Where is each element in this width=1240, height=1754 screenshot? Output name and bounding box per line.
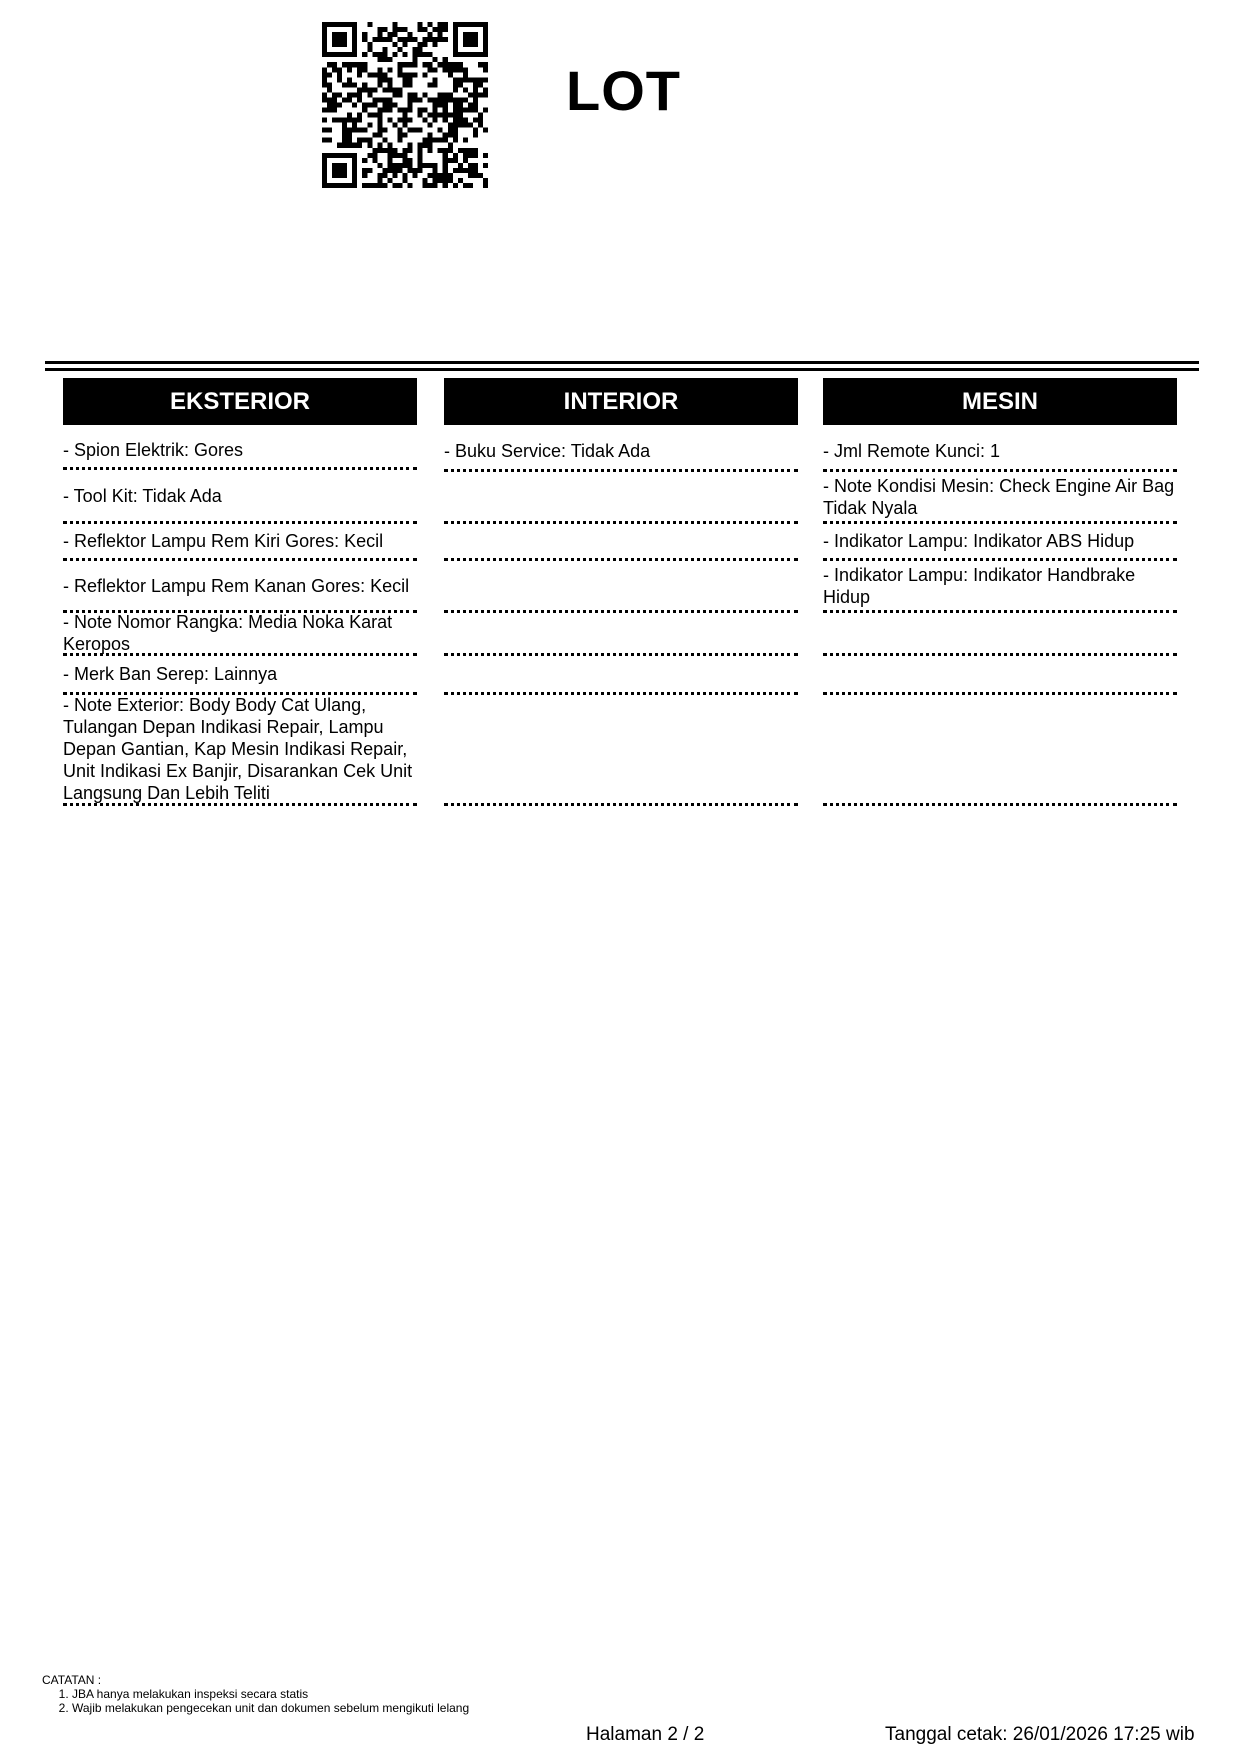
mesin-item: - Indikator Lampu: Indikator ABS Hidup — [823, 524, 1177, 561]
mesin-item — [823, 613, 1177, 656]
interior-item — [444, 524, 798, 561]
interior-item: - Buku Service: Tidak Ada — [444, 433, 798, 472]
interior-item — [444, 472, 798, 524]
lot-title: LOT — [566, 59, 681, 122]
mesin-column — [823, 378, 1177, 607]
eksterior-item: - Note Nomor Rangka: Media Noka Karat Keropos — [63, 613, 417, 656]
eksterior-item: - Reflektor Lampu Rem Kiri Gores: Kecil — [63, 524, 417, 561]
header-divider-bottom — [45, 368, 1199, 371]
eksterior-item: - Merk Ban Serep: Lainnya — [63, 656, 417, 695]
eksterior-item: - Spion Elektrik: Gores — [63, 433, 417, 470]
interior-header: INTERIOR — [444, 378, 798, 425]
notes-title: CATATAN : — [42, 1673, 102, 1687]
interior-column — [444, 378, 798, 461]
interior-item — [444, 561, 798, 613]
eksterior-item: - Note Exterior: Body Body Cat Ulang, Tulangan Depan Indikasi Repair, Lampu Depan Gantian, Kap Mesin Indikasi Repair, Unit Indikasi Ex Banjir, Disarankan Cek Unit Langsung Dan Lebih Teliti — [63, 695, 417, 806]
note-item: 2. Wajib melakukan pengecekan unit dan dokumen sebelum mengikuti lelang — [72, 1701, 469, 1715]
mesin-item: - Note Kondisi Mesin: Check Engine Air Bag Tidak Nyala — [823, 472, 1177, 524]
interior-item — [444, 656, 798, 695]
page-number: Halaman 2 / 2 — [586, 1724, 705, 1745]
eksterior-item: - Reflektor Lampu Rem Kanan Gores: Kecil — [63, 561, 417, 613]
mesin-item: - Jml Remote Kunci: 1 — [823, 433, 1177, 472]
notes-section — [42, 1673, 469, 1715]
mesin-header: MESIN — [823, 378, 1177, 425]
eksterior-header: EKSTERIOR — [63, 378, 417, 425]
note-item: 1. JBA hanya melakukan inspeksi secara statis — [72, 1687, 469, 1701]
eksterior-column — [63, 378, 417, 803]
print-date: Tanggal cetak: 26/01/2026 17:25 wib — [885, 1724, 1195, 1745]
qr-code — [322, 22, 488, 188]
header-divider-top — [45, 361, 1199, 364]
interior-item — [444, 695, 798, 806]
eksterior-item: - Tool Kit: Tidak Ada — [63, 470, 417, 524]
mesin-item — [823, 656, 1177, 695]
mesin-item — [823, 695, 1177, 806]
interior-item — [444, 613, 798, 656]
notes-list — [42, 1687, 469, 1715]
mesin-item: - Indikator Lampu: Indikator Handbrake Hidup — [823, 561, 1177, 613]
